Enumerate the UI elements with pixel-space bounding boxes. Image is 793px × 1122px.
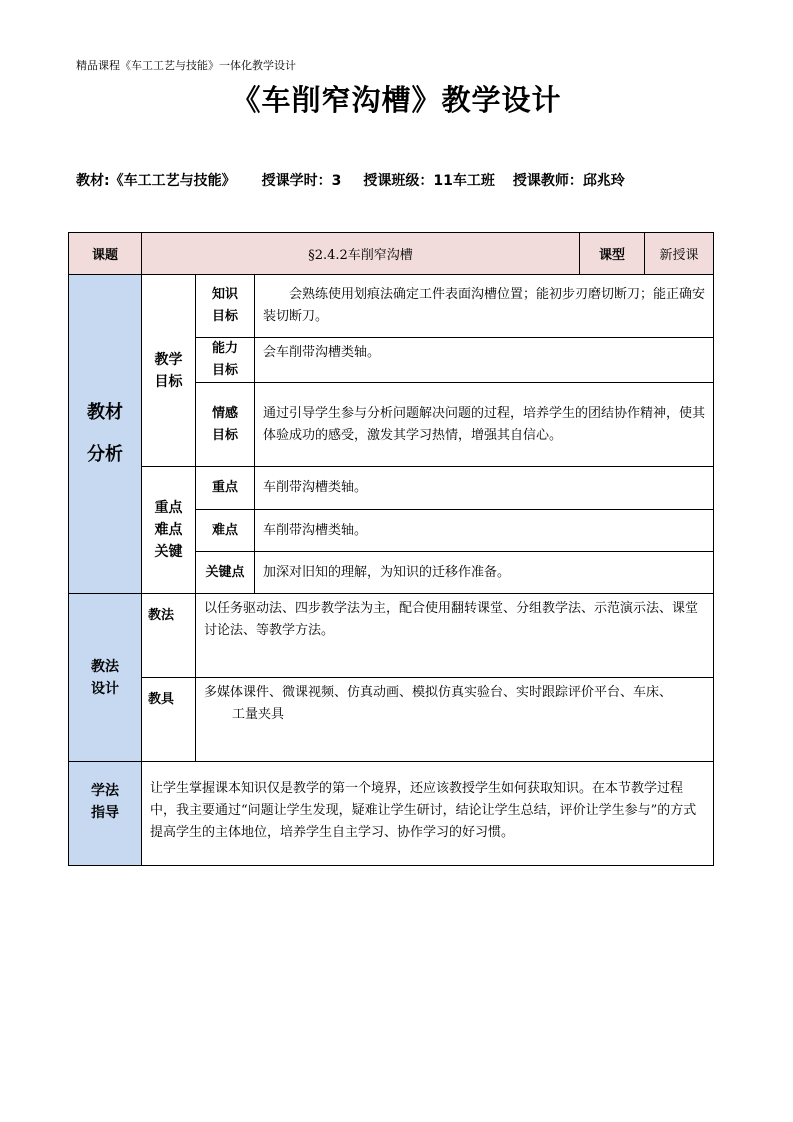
difficulty-label: 难点 xyxy=(196,510,255,552)
knowledge-goal-text: 会熟练使用划痕法确定工件表面沟槽位置；能初步刃磨切断刀；能正确安装切断刀。 xyxy=(255,275,714,338)
key-points-label xyxy=(142,467,196,594)
ability-goal-text: 会车削带沟槽类轴。 xyxy=(255,338,714,383)
method-design-label-line1: 教法 xyxy=(91,658,119,675)
hours-info: 授课学时：3 xyxy=(261,173,342,189)
goals-label xyxy=(142,275,196,467)
method-row xyxy=(69,594,714,678)
goals-label-line1: 教学 xyxy=(154,351,183,368)
ability-goal-label xyxy=(196,338,255,383)
study-row xyxy=(69,762,714,866)
key-points-label-line3: 关键 xyxy=(154,544,183,560)
difficulty-text: 车削带沟槽类轴。 xyxy=(255,510,714,552)
study-label-line1: 学法 xyxy=(91,783,119,799)
emotion-goal-label-line2: 目标 xyxy=(211,427,238,443)
focus-row xyxy=(69,467,714,510)
type-value: 新授课 xyxy=(645,233,714,275)
focus-label: 重点 xyxy=(196,467,255,510)
study-label xyxy=(69,762,142,866)
topic-label: 课题 xyxy=(69,233,142,275)
knowledge-goal-label xyxy=(196,275,255,338)
keypoint-label: 关键点 xyxy=(196,552,255,594)
knowledge-goal-row xyxy=(69,275,714,338)
ability-goal-label-line2: 目标 xyxy=(211,363,238,378)
emotion-goal-label-line1: 情感 xyxy=(211,405,238,421)
course-info-line xyxy=(76,170,625,190)
method-design-label xyxy=(69,594,142,762)
topic-value: §2.4.2车削窄沟槽 xyxy=(142,233,580,275)
keypoint-text: 加深对旧知的理解，为知识的迁移作准备。 xyxy=(255,552,714,594)
study-text: 让学生掌握课本知识仅是教学的第一个境界，还应该教授学生如何获取知识。在本节教学过程中，我主要通过“问题让学生发现，疑难让学生研讨，结论让学生总结，评价让学生参与”的方式提高学生的主体地位，培养学生自主学习、协作学习的好习惯。 xyxy=(142,762,714,866)
method-design-label-line2: 设计 xyxy=(91,680,119,697)
knowledge-goal-label-line1: 知识 xyxy=(211,287,238,302)
focus-text: 车削带沟槽类轴。 xyxy=(255,467,714,510)
class-info: 授课班级：11车工班 xyxy=(363,173,495,189)
topic-row xyxy=(69,233,714,275)
type-label: 课型 xyxy=(580,233,645,275)
analysis-label xyxy=(69,275,142,594)
emotion-goal-label xyxy=(196,383,255,467)
tools-text-line2: 工量夹具 xyxy=(232,707,285,722)
tools-label: 教具 xyxy=(142,678,196,762)
analysis-label-line1: 教材 xyxy=(87,402,123,423)
method-text: 以任务驱动法、四步教学法为主，配合使用翻转课堂、分组教学法、示范演示法、课堂讨论法、等教学方法。 xyxy=(196,594,714,678)
running-header: 精品课程《车工工艺与技能》一体化教学设计 xyxy=(76,59,296,72)
lesson-plan-table xyxy=(68,232,714,866)
analysis-label-line2: 分析 xyxy=(87,444,123,465)
method-label: 教法 xyxy=(142,594,196,678)
key-points-label-line2: 难点 xyxy=(154,522,183,538)
ability-goal-label-line1: 能力 xyxy=(211,341,238,356)
emotion-goal-text: 通过引导学生参与分析问题解决问题的过程，培养学生的团结协作精神，使其体验成功的感受，激发其学习热情，增强其自信心。 xyxy=(255,383,714,467)
textbook-info: 教材:《车工工艺与技能》 xyxy=(76,173,236,189)
page-title: 《车削窄沟槽》教学设计 xyxy=(231,83,562,117)
teacher-info: 授课教师：邱兆玲 xyxy=(512,173,625,189)
tools-row xyxy=(69,678,714,762)
goals-label-line2: 目标 xyxy=(154,373,183,390)
study-label-line2: 指导 xyxy=(91,805,119,821)
tools-text xyxy=(196,678,714,762)
key-points-label-line1: 重点 xyxy=(154,500,183,516)
knowledge-goal-label-line2: 目标 xyxy=(211,309,238,324)
tools-text-line1: 多媒体课件、微课视频、仿真动画、模拟仿真实验台、实时跟踪评价平台、车床、 xyxy=(204,685,673,700)
